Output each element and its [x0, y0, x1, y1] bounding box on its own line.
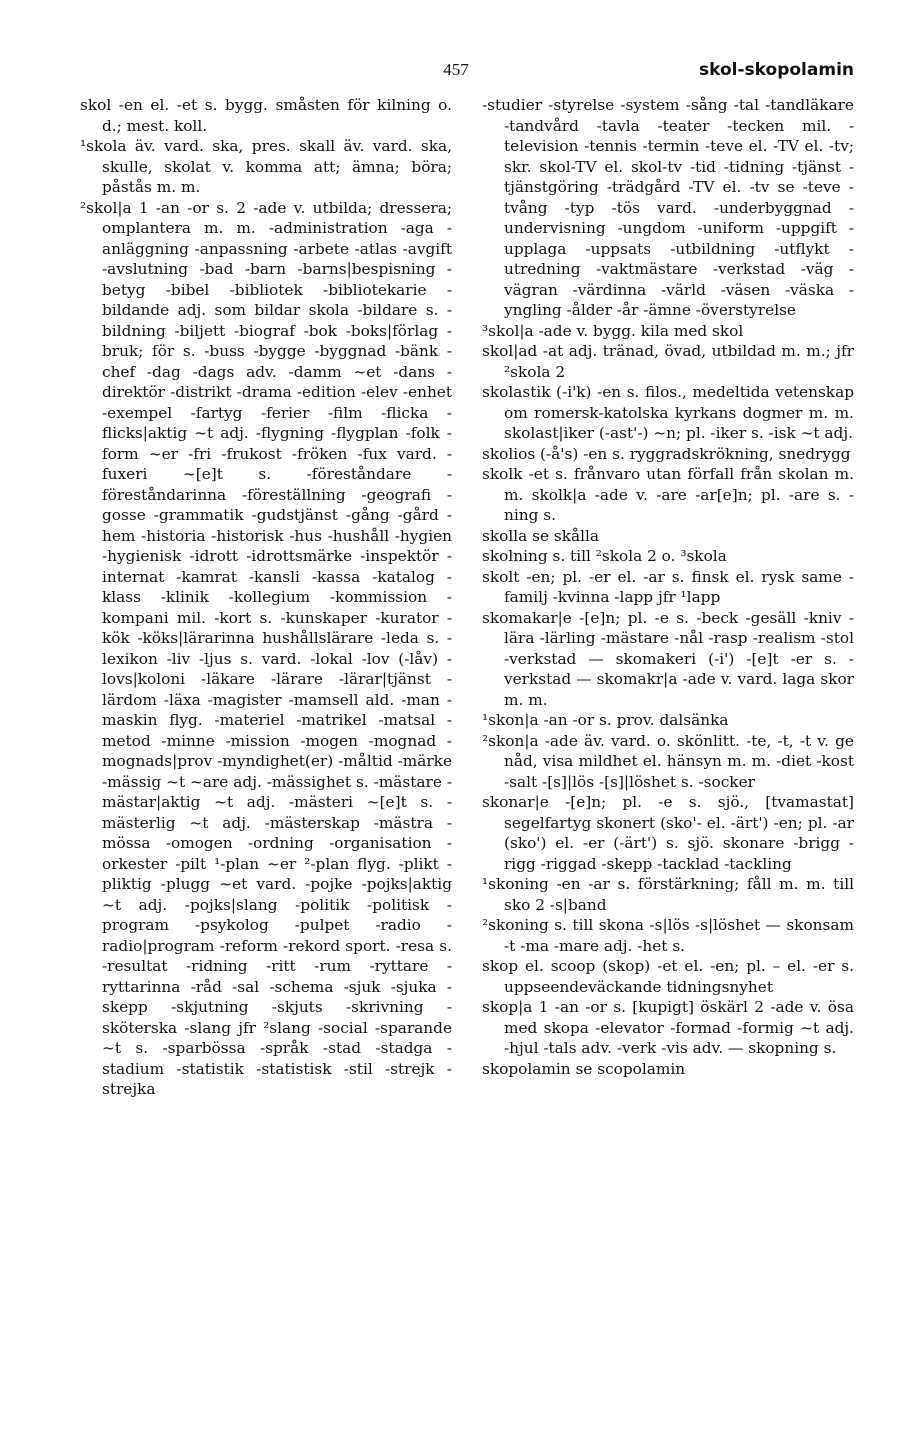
- dictionary-entry: skol -en el. -et s. bygg. småsten för kilning o. d.; mest. koll.: [80, 96, 452, 135]
- dictionary-entry: skolning s. till ²skola 2 o. ³skola: [482, 547, 727, 565]
- running-head: skol-skopolamin: [699, 60, 854, 80]
- dictionary-entry: ²skoning s. till skona -s|lös -s|löshet — skonsam -t -ma -mare adj. -het s.: [482, 916, 854, 955]
- right-column: [482, 95, 854, 1079]
- dictionary-entry: skonar|e -[e]n; pl. -e s. sjö., [tvamastat] segelfartyg skonert (sko'- el. -ärt') -en; pl. -ar (sko') el. -er (-ärt') s. sjö. skonare -brigg -rigg -riggad -skepp -tacklad -tackling: [482, 793, 854, 873]
- dictionary-entry: skomakar|e -[e]n; pl. -e s. -beck -gesäll -kniv -lära -lärling -mästare -nål -rasp -realism -stol -verkstad — skomakeri (-i') -[e]t -er s. -verkstad — skomakr|a -ade v. vard. laga skor m. m.: [482, 608, 854, 709]
- dictionary-entry: skolastik (-i'k) -en s. filos., medeltida vetenskap om romersk-katolska kyrkans dogmer m. m. skolast|iker (-ast'-) ~n; pl. -iker s. -isk ~t adj.: [482, 383, 854, 442]
- dictionary-entry: ²skol|a 1 -an -or s. 2 -ade v. utbilda; dressera; omplantera m. m. -administration -aga -anläggning -anpassning -arbete -atlas -avgift -avslutning -bad -barn -barns|bespisning -betyg -bibel -bibliotek -bibliotekarie -bildande adj. som bildar skola -bildare s. -bildning -biljett -biograf -bok -boks|förlag -bruk; för s. -buss -bygge -byggnad -bänk -chef -dag -dags adv. -damm ~et -dans -direktör -distrikt -drama -edition -elev -enhet -exempel -fartyg -ferier -film -flicka -flicks|aktig ~t adj. -flygning -flygplan -folk -form ~er -fri -frukost -fröken -fux vard. -fuxeri ~[e]t s. -föreståndare -föreståndarinna -föreställning -geografi -gosse -grammatik -gudstjänst -gång -gård -hem -historia -historisk -hus -hushåll -hygien -hygienisk -idrott -idrottsmärke -inspektör -internat -kamrat -kansli -kassa -katalog -klass -klinik -kollegium -kommission -kompani mil. -kort s. -kunskaper -kurator -kök -köks|lärarinna hushållslärare -leda s. -lexikon -liv -ljus s. vard. -lokal -lov (-låv) -lovs|koloni -läkare -lärare -lärar|tjänst -lärdom -läxa -magister -mamsell ald. -man -maskin flyg. -materiel -matrikel -matsal -metod -minne -mission -mogen -mognad -mognads|prov -myndighet(er) -måltid -märke -mässig ~t ~are adj. -mässighet s. -mästare -mästar|aktig ~t adj. -mästeri ~[e]t s. -mästerlig ~t adj. -mästerskap -mästra -mössa -omogen -ordning -organisation -orkester -pilt ¹-plan ~er ²-plan flyg. -plikt -pliktig -plugg ~et vard. -pojke -pojks|aktig ~t adj. -pojks|slang -politik -politisk -program -psykolog -pulpet -radio -radio|program -reform -rekord sport. -resa s. -resultat -ridning -ritt -rum -ryttare -ryttarinna -råd -sal -schema -sjuk -sjuka -skepp -skjutning -skjuts -skrivning -sköterska -slang jfr ²slang -social -sparande ~t s. -sparbössa -språk -stad -stadga -stadium -statistik -statistisk -stil -strejk -strejka: [80, 198, 452, 1098]
- dictionary-entry: ¹skon|a -an -or s. prov. dalsänka: [482, 711, 729, 729]
- dictionary-entry: skop|a 1 -an -or s. [kupigt] öskärl 2 -ade v. ösa med skopa -elevator -formad -formig ~t adj. -hjul -tals adv. -verk -vis adv. — skopning s.: [482, 998, 854, 1057]
- dictionary-entry: ¹skoning -en -ar s. förstärkning; fåll m. m. till sko 2 -s|band: [482, 875, 854, 914]
- dictionary-entry: skopolamin se scopolamin: [482, 1059, 686, 1078]
- dictionary-entry: skop el. scoop (skop) -et el. -en; pl. – el. -er s. uppseendeväckande tidningsnyhet: [482, 957, 854, 996]
- dictionary-entry: ²skon|a -ade äv. vard. o. skönlitt. -te, -t, -t v. ge nåd, visa mildhet el. hänsyn m. m. -diet -kost -salt -[s]|lös -[s]|löshet s. -socker: [482, 731, 854, 791]
- dictionary-entry: -studier -styrelse -system -sång -tal -tandläkare -tandvård -tavla -teater -tecken mil. -television -tennis -termin -teve el. -TV el. -tv; skr. skol-TV el. skol-tv -tid -tidning -tjänst -tjänstgöring -trädgård -TV el. -tv se -teve -tvång -typ -tös vard. -underbyggnad -undervisning -ungdom -uniform -uppgift -upplaga -uppsats -utbildning -utflykt -utredning -vaktmästare -verkstad -väg -vägran -värdinna -värld -väsen -väska -yngling -ålder -år -ämne -överstyrelse: [482, 96, 854, 319]
- dictionary-entry: skolios (-å's) -en s. ryggradskrökning, snedrygg: [482, 444, 851, 463]
- dictionary-entry: ³skol|a -ade v. bygg. kila med skol: [482, 321, 744, 340]
- left-column: [80, 95, 452, 1100]
- page-number: 457: [443, 60, 469, 79]
- dictionary-entry: ¹skola äv. vard. ska, pres. skall äv. vard. ska, skulle, skolat v. komma att; ämna; böra; påstås m. m.: [80, 137, 452, 196]
- dictionary-entry: skolt -en; pl. -er el. -ar s. finsk el. rysk same -familj -kvinna -lapp jfr ¹lapp: [482, 567, 854, 606]
- dictionary-entry: skol|ad -at adj. tränad, övad, utbildad m. m.; jfr ²skola 2: [482, 342, 854, 381]
- dictionary-entry: skolla se skålla: [482, 526, 600, 545]
- dictionary-entry: skolk -et s. frånvaro utan förfall från skolan m. m. skolk|a -ade v. -are -ar[e]n; pl. -are s. -ning s.: [482, 465, 854, 524]
